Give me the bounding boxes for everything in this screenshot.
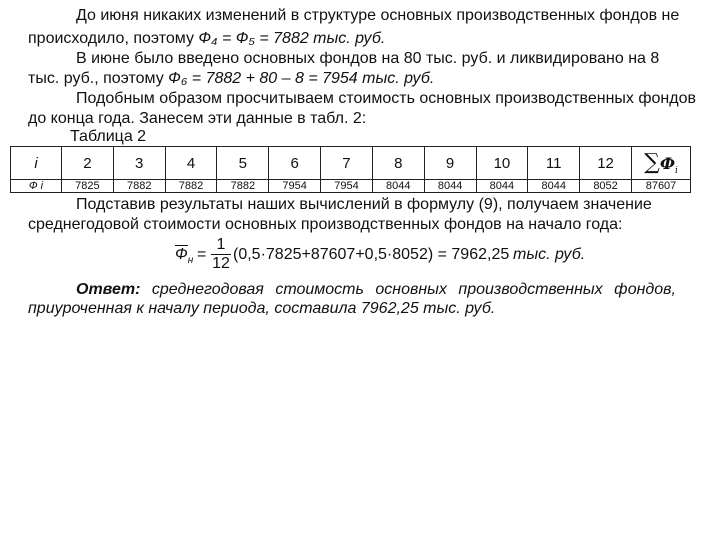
sum-value-cell: 87607 [632, 180, 691, 193]
month-cell: 11 [528, 147, 580, 180]
value-cell: 7825 [62, 180, 114, 193]
sum-subscript: i [675, 166, 678, 176]
value-cell: 7954 [321, 180, 373, 193]
paragraph-1-line-1: До июня никаких изменений в структуре основных производственных фондов не [76, 7, 680, 24]
answer-label: Ответ: [76, 281, 141, 298]
month-cell: 6 [269, 147, 321, 180]
row-label-phi: Ф i [11, 180, 62, 193]
fraction-denominator: 12 [212, 255, 230, 272]
month-cell: 4 [165, 147, 217, 180]
month-cell: 10 [476, 147, 528, 180]
answer-word: фондов, [614, 281, 676, 298]
value-cell: 8052 [580, 180, 632, 193]
table-row-index [11, 147, 691, 180]
answer-line-2: приуроченная к началу периода, составила 7962,25 тыс. руб. [28, 300, 496, 317]
paragraph-3-line-2: до конца года. Занесем эти данные в табл. 2: [28, 110, 367, 127]
month-cell: 3 [113, 147, 165, 180]
value-cell: 7882 [165, 180, 217, 193]
answer-word: среднегодовая [151, 281, 264, 298]
month-cell: 2 [62, 147, 114, 180]
paragraph-3-line-1: Подобным образом просчитываем стоимость основных производственных фондов [76, 90, 696, 107]
paragraph-2-line-1: В июне было введено основных фондов на 80 тыс. руб. и ликвидировано на 8 [76, 50, 660, 67]
paragraph-4-line-2: среднегодовой стоимости основных производственных фондов на начало года: [28, 216, 623, 233]
value-cell: 7882 [113, 180, 165, 193]
table-row-values [11, 180, 691, 193]
paragraph-1-line-2 [28, 29, 385, 48]
formula-lhs [175, 246, 193, 266]
data-table [10, 146, 691, 193]
paragraph-2-line-2-text: тыс. руб., поэтому [28, 70, 169, 87]
formula-equals: = [197, 246, 207, 263]
answer-word: производственных [458, 281, 603, 298]
sum-symbol: ∑ [644, 150, 660, 175]
value-cell: 7882 [217, 180, 269, 193]
table-caption: Таблица 2 [70, 128, 147, 145]
sum-letter: Ф [659, 154, 675, 173]
paragraph-1-line-2-text: происходило, поэтому [28, 30, 199, 47]
paragraph-4-line-1: Подставив результаты наших вычислений в формулу (9), получаем значение [76, 196, 652, 213]
answer-line-1 [76, 280, 676, 299]
answer-word: стоимость [275, 281, 364, 298]
formula-unit: тыс. руб. [513, 246, 586, 263]
value-cell: 8044 [424, 180, 476, 193]
paragraph-2-line-2 [28, 69, 434, 88]
month-cell: 5 [217, 147, 269, 180]
month-cell: 9 [424, 147, 476, 180]
row-label-i: i [11, 147, 62, 180]
formula-lhs-symbol: Ф [175, 246, 188, 263]
value-cell: 8044 [476, 180, 528, 193]
formula-lhs-subscript: н [187, 255, 194, 267]
sum-header [632, 147, 691, 180]
answer-word: основных [375, 281, 447, 298]
formula-body: (0,5·7825+87607+0,5·8052) = 7962,25 [233, 246, 510, 263]
value-cell: 8044 [372, 180, 424, 193]
paragraph-1-formula: Ф₄ = Ф₅ = 7882 тыс. руб. [198, 30, 386, 47]
month-cell: 12 [580, 147, 632, 180]
value-cell: 8044 [528, 180, 580, 193]
paragraph-2-formula: Ф₆ = 7882 + 80 – 8 = 7954 тыс. руб. [168, 70, 435, 87]
fraction-numerator: 1 [216, 236, 226, 253]
formula-fraction [211, 236, 231, 273]
month-cell: 7 [321, 147, 373, 180]
value-cell: 7954 [269, 180, 321, 193]
month-cell: 8 [372, 147, 424, 180]
